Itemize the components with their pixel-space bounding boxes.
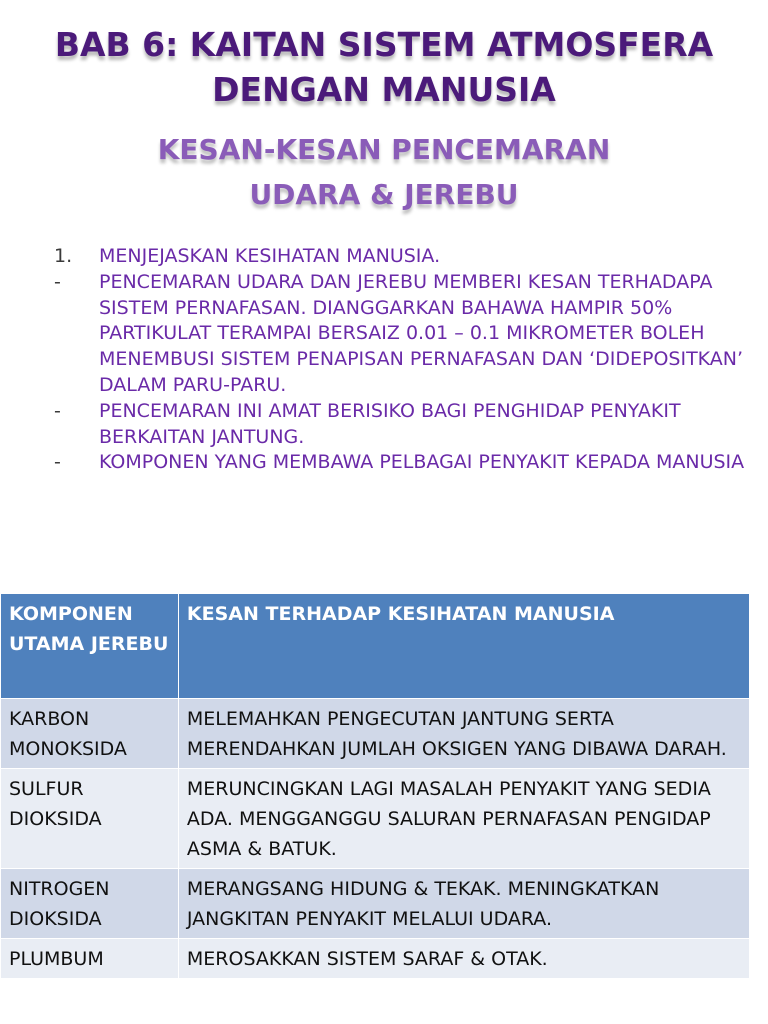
health-effects-table <box>0 593 750 979</box>
point-marker: - <box>54 270 61 293</box>
table-header-row <box>1 594 750 699</box>
slide-title-line-1: BAB 6: KAITAN SISTEM ATMOSFERA <box>54 25 714 64</box>
point-list <box>54 244 754 476</box>
table-cell-effect: MELEMAHKAN PENGECUTAN JANTUNG SERTA MERENDAHKAN JUMLAH OKSIGEN YANG DIBAWA DARAH. <box>178 699 749 769</box>
slide-title-line-2: DENGAN MANUSIA <box>212 70 556 109</box>
point-item <box>54 244 754 270</box>
slide-subtitle-line-1: KESAN-KESAN PENCEMARAN <box>157 133 611 166</box>
point-item <box>54 399 754 451</box>
table-header-component: KOMPONEN UTAMA JEREBU <box>1 594 179 699</box>
table-row <box>1 939 750 979</box>
point-text: PENCEMARAN UDARA DAN JEREBU MEMBERI KESAN TERHADAPA SISTEM PERNAFASAN. DIANGGARKAN BAHAWA HAMPIR 50% PARTIKULAT TERAMPAI BERSAIZ 0.01 – 0.1 MIKROMETER BOLEH MENEMBUSI SISTEM PENAPISAN PERNAFASAN DAN ‘DIDEPOSITKAN’ DALAM PARU-PARU. <box>99 270 744 396</box>
table-header-effect: KESAN TERHADAP KESIHATAN MANUSIA <box>178 594 749 699</box>
point-text: MENJEJASKAN KESIHATAN MANUSIA. <box>99 245 441 267</box>
point-text: PENCEMARAN INI AMAT BERISIKO BAGI PENGHIDAP PENYAKIT BERKAITAN JANTUNG. <box>99 399 681 448</box>
point-item <box>54 450 754 476</box>
slide-title <box>0 22 768 112</box>
point-text: KOMPONEN YANG MEMBAWA PELBAGAI PENYAKIT KEPADA MANUSIA <box>99 451 745 474</box>
table-row <box>1 769 750 869</box>
point-marker: - <box>54 399 61 422</box>
point-marker: 1. <box>54 245 73 267</box>
table-cell-effect: MERANGSANG HIDUNG & TEKAK. MENINGKATKAN JANGKITAN PENYAKIT MELALUI UDARA. <box>178 869 749 939</box>
table-cell-component: SULFUR DIOKSIDA <box>1 769 179 869</box>
table-cell-component: PLUMBUM <box>1 939 179 979</box>
table-cell-component: NITROGEN DIOKSIDA <box>1 869 179 939</box>
table-row <box>1 699 750 769</box>
table-cell-effect: MEROSAKKAN SISTEM SARAF & OTAK. <box>178 939 749 979</box>
slide-subtitle-line-2: UDARA & JEREBU <box>249 178 519 211</box>
slide-subtitle <box>0 127 768 217</box>
table-cell-component: KARBON MONOKSIDA <box>1 699 179 769</box>
point-item <box>54 270 754 399</box>
table-cell-effect: MERUNCINGKAN LAGI MASALAH PENYAKIT YANG SEDIA ADA. MENGGANGGU SALURAN PERNAFASAN PENGIDAP ASMA & BATUK. <box>178 769 749 869</box>
table-row <box>1 869 750 939</box>
point-marker: - <box>54 451 61 474</box>
